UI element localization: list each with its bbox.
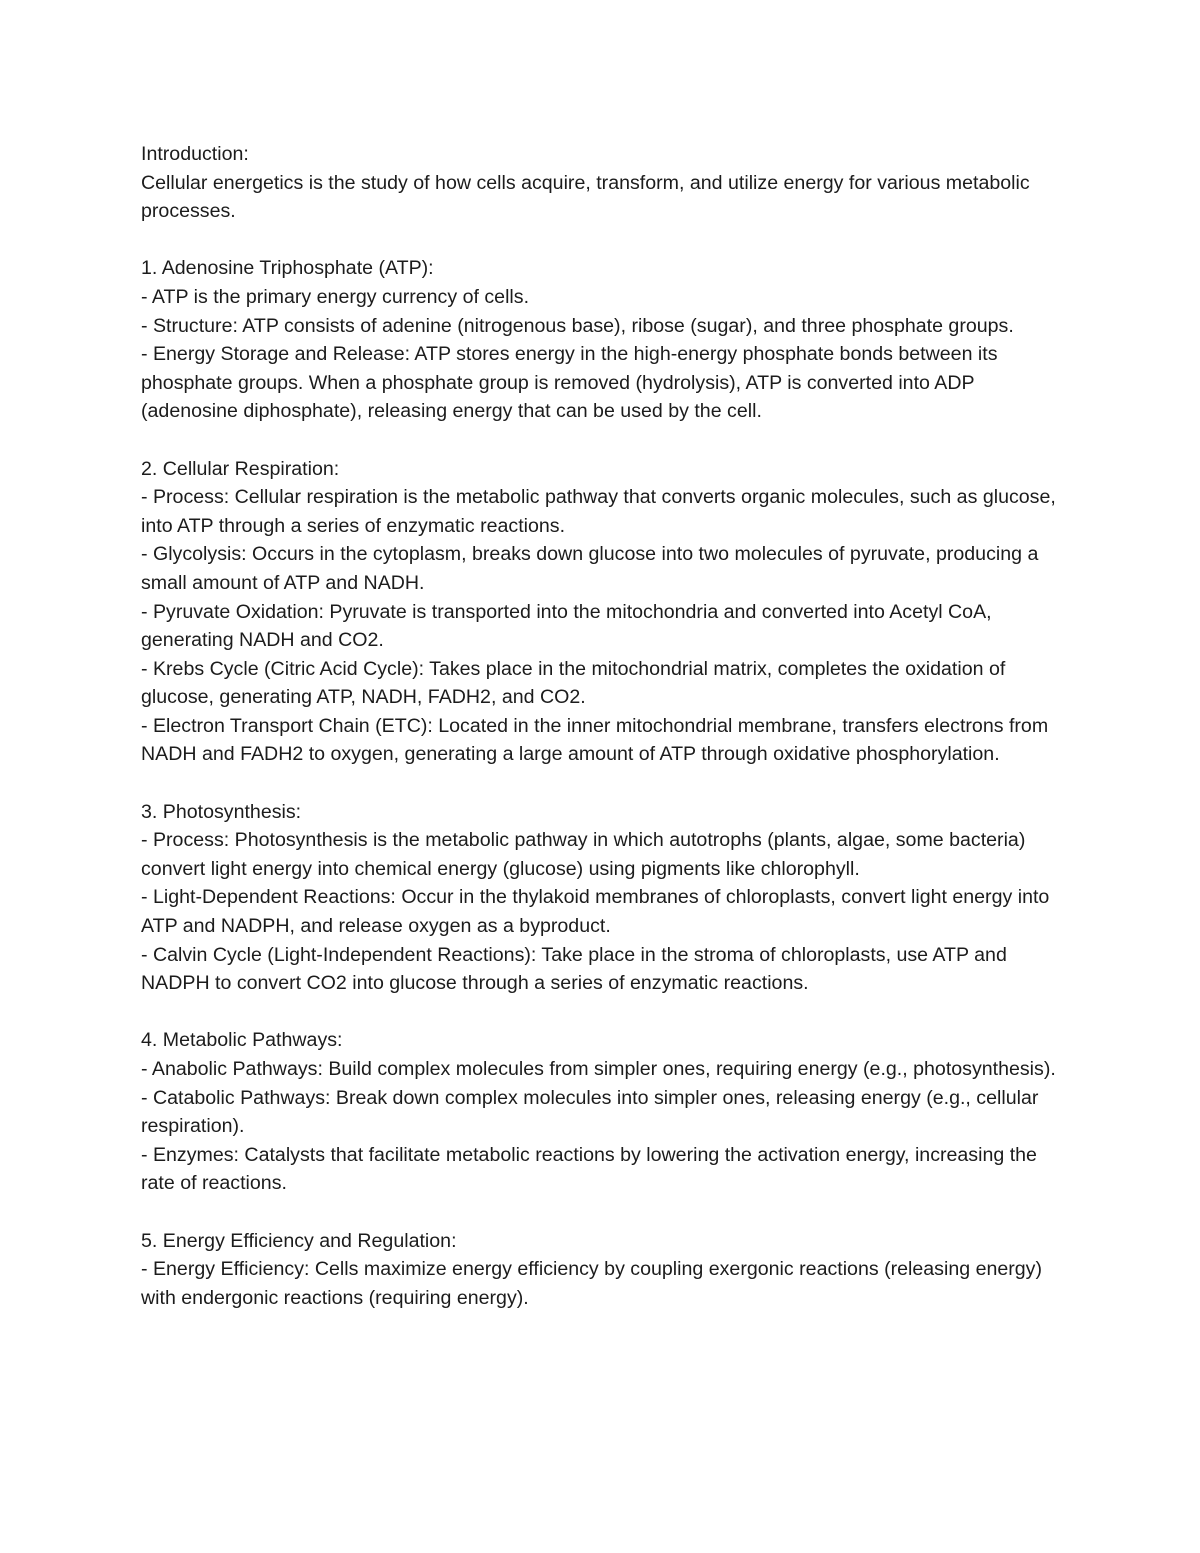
section-heading: 4. Metabolic Pathways:	[141, 1029, 343, 1052]
section-item: - Electron Transport Chain (ETC): Located in the inner mitochondrial membrane, transfers electrons from NADH and FADH2 to oxygen, generating a large amount of ATP through oxidative phosphorylation.	[141, 714, 1049, 766]
section-item: - Krebs Cycle (Citric Acid Cycle): Takes place in the mitochondrial matrix, completes the oxidation of glucose, generating ATP, NADH, FADH2, and CO2.	[141, 657, 1006, 709]
section-item: - Catabolic Pathways: Break down complex molecules into simpler ones, releasing energy (e.g., cellular respiration).	[141, 1086, 1039, 1138]
spacer	[141, 426, 1061, 455]
section-energy-efficiency	[141, 1227, 1061, 1313]
intro-text: Cellular energetics is the study of how cells acquire, transform, and utilize energy for various metabolic processes.	[141, 171, 1030, 223]
section-item: - Enzymes: Catalysts that facilitate metabolic reactions by lowering the activation energy, increasing the rate of reactions.	[141, 1143, 1037, 1195]
section-item: - Process: Photosynthesis is the metabolic pathway in which autotrophs (plants, algae, some bacteria) convert light energy into chemical energy (glucose) using pigments like chlorophyll.	[141, 829, 1026, 880]
section-item: - Process: Cellular respiration is the metabolic pathway that converts organic molecules, such as glucose, into ATP through a series of enzymatic reactions.	[141, 486, 1056, 537]
section-item: - Calvin Cycle (Light-Independent Reactions): Take place in the stroma of chloroplasts, use ATP and NADPH to convert CO2 into glucose through a series of enzymatic reactions.	[141, 943, 1007, 995]
spacer	[141, 1198, 1061, 1227]
section-item: - Energy Efficiency: Cells maximize energy efficiency by coupling exergonic reactions (releasing energy) with endergonic reactions (requiring energy).	[141, 1258, 1043, 1309]
section-atp	[141, 254, 1061, 426]
intro-block	[141, 140, 1061, 226]
section-metabolic-pathways	[141, 1026, 1061, 1198]
section-item: - Pyruvate Oxidation: Pyruvate is transported into the mitochondria and converted into Acetyl CoA, generating NADH and CO2.	[141, 600, 992, 652]
section-item: - Anabolic Pathways: Build complex molecules from simpler ones, requiring energy (e.g., photosynthesis).	[141, 1058, 1056, 1080]
section-item: - Glycolysis: Occurs in the cytoplasm, breaks down glucose into two molecules of pyruvate, producing a small amount of ATP and NADH.	[141, 543, 1039, 594]
section-photosynthesis	[141, 798, 1061, 998]
section-cellular-respiration	[141, 455, 1061, 770]
spacer	[141, 998, 1061, 1027]
intro-heading: Introduction:	[141, 143, 249, 165]
section-heading: 5. Energy Efficiency and Regulation:	[141, 1229, 457, 1252]
section-heading: 3. Photosynthesis:	[141, 800, 302, 823]
section-item: - ATP is the primary energy currency of cells.	[141, 285, 530, 308]
section-heading: 1. Adenosine Triphosphate (ATP):	[141, 257, 434, 280]
section-heading: 2. Cellular Respiration:	[141, 457, 340, 480]
document-body	[141, 140, 1061, 1312]
section-item: - Structure: ATP consists of adenine (nitrogenous base), ribose (sugar), and three phosphate groups.	[141, 314, 1014, 337]
spacer	[141, 769, 1061, 798]
section-item: - Light-Dependent Reactions: Occur in the thylakoid membranes of chloroplasts, convert light energy into ATP and NADPH, and release oxygen as a byproduct.	[141, 886, 1050, 938]
section-item: - Energy Storage and Release: ATP stores energy in the high-energy phosphate bonds between its phosphate groups. When a phosphate group is removed (hydrolysis), ATP is converted into ADP (adenosine diphosphate), releasing energy that can be used by the cell.	[141, 343, 998, 423]
spacer	[141, 226, 1061, 255]
